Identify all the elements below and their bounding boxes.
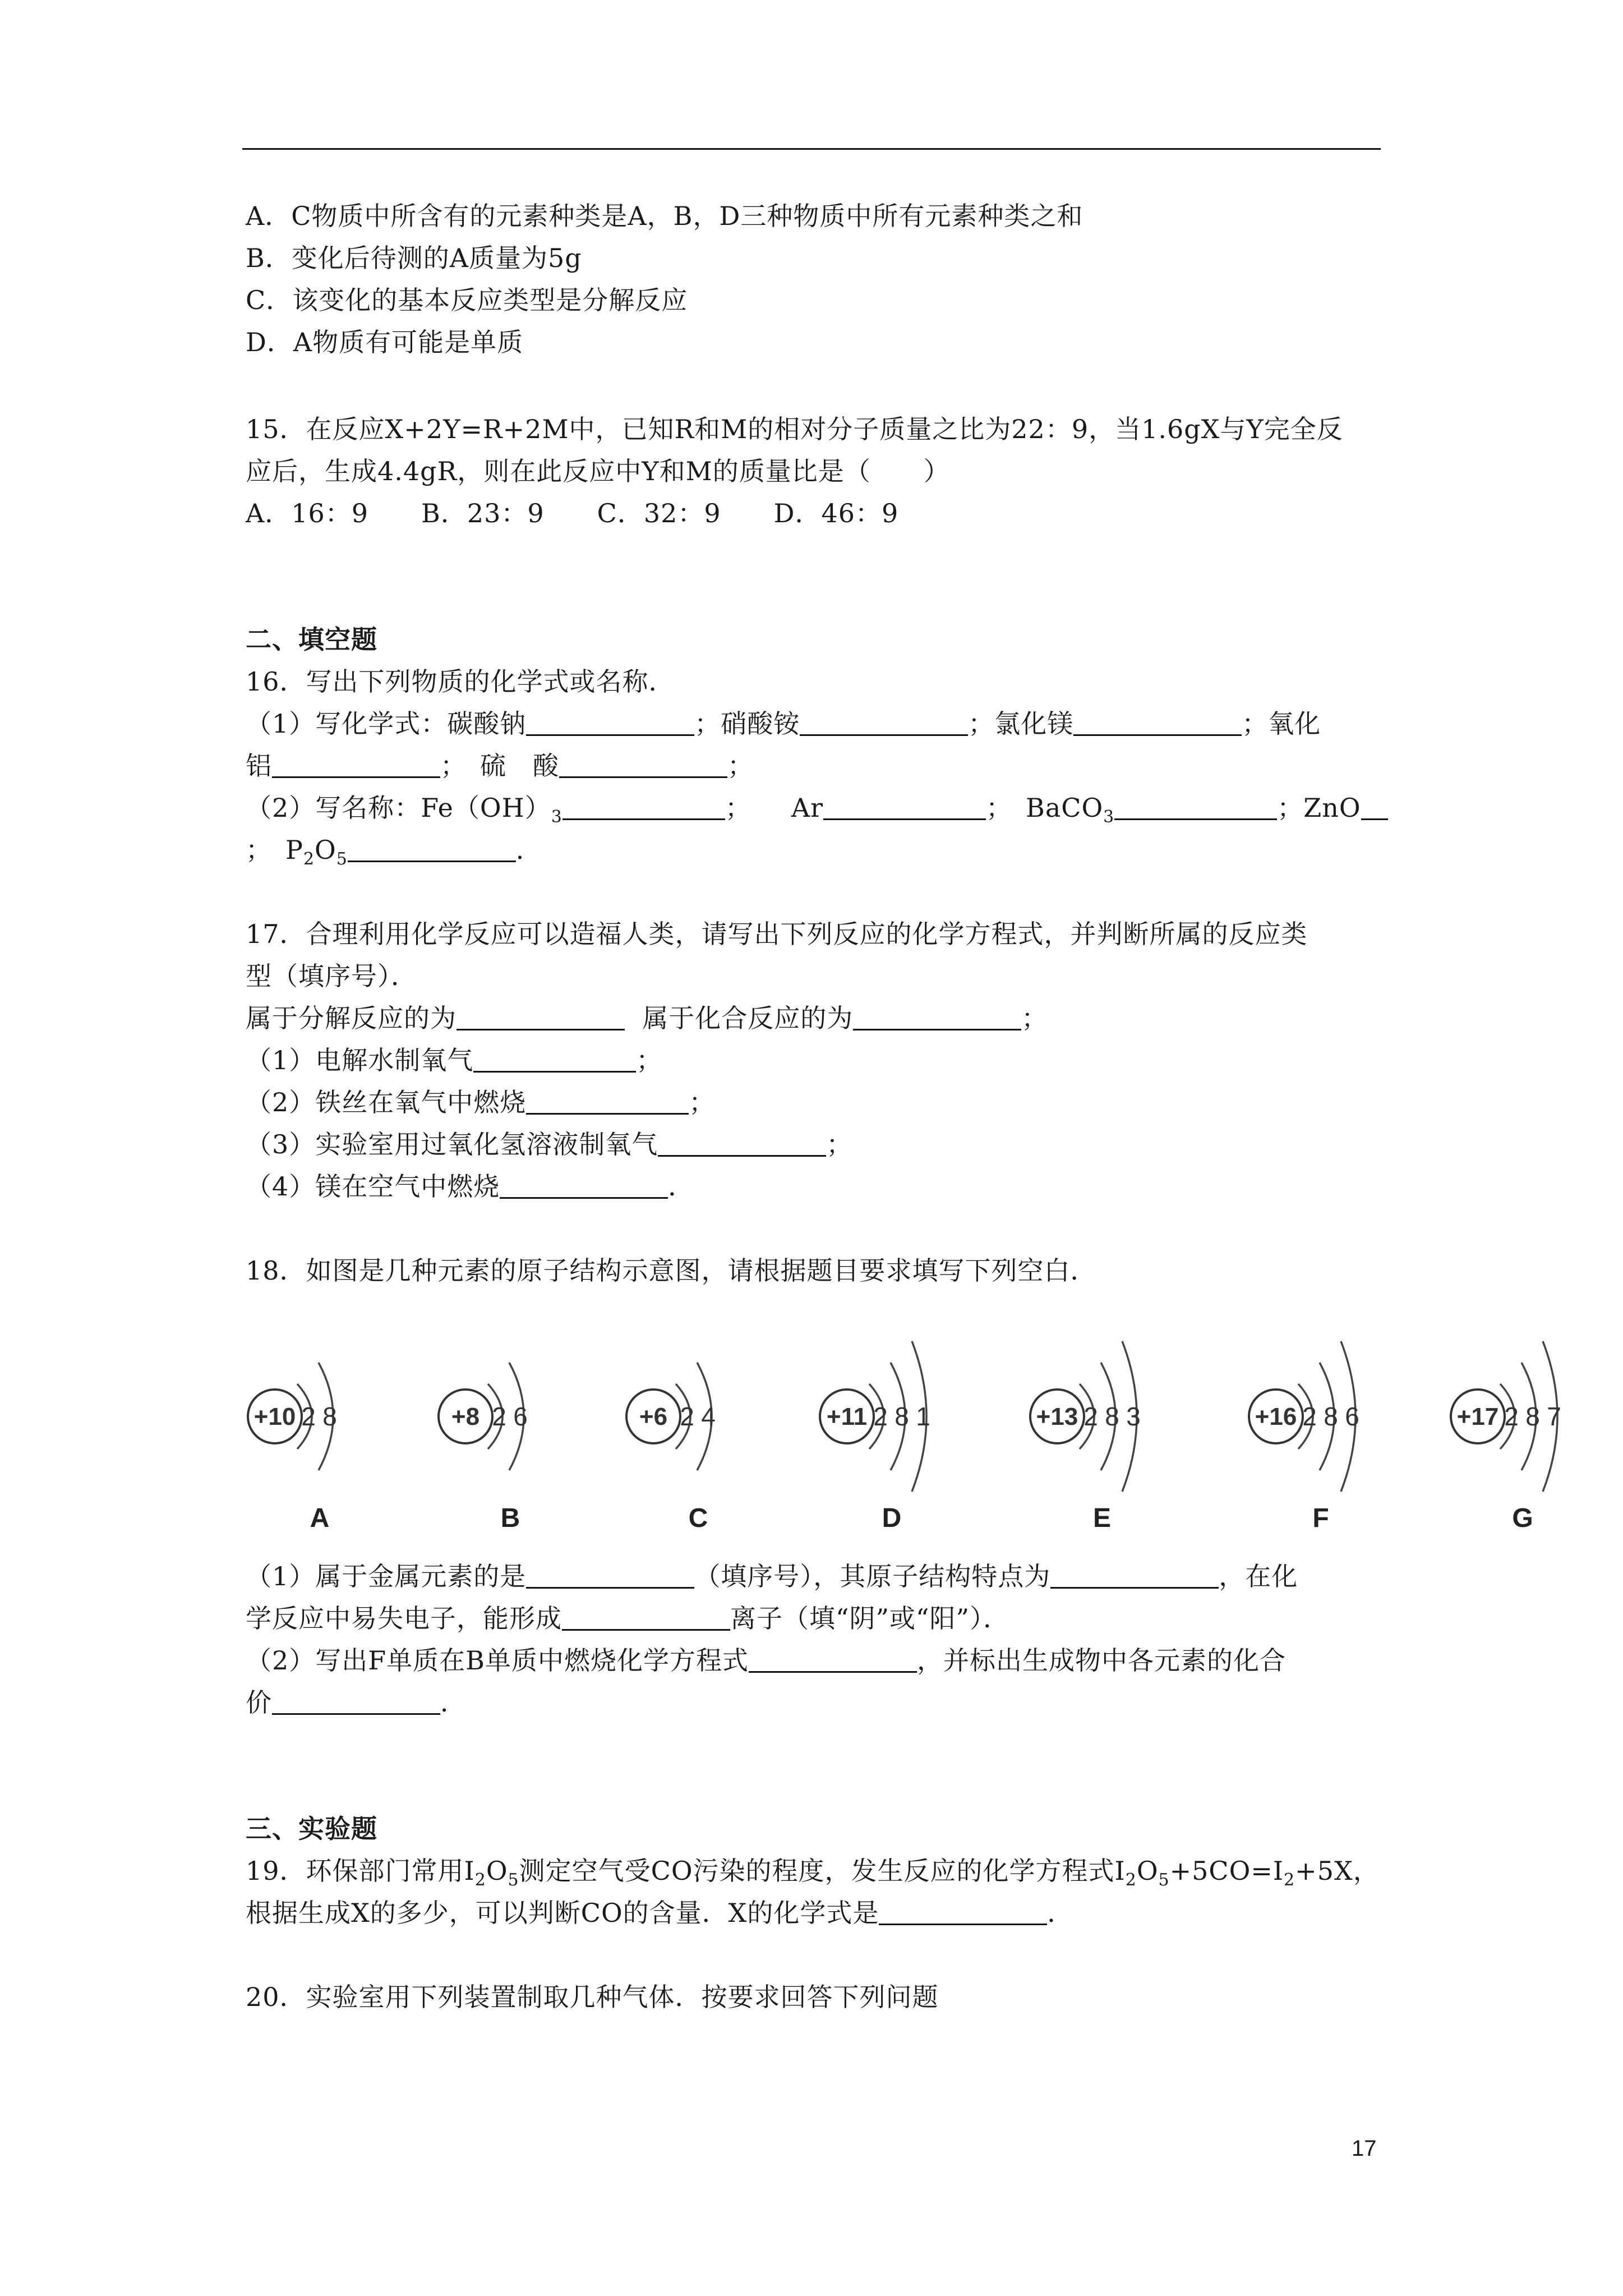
q15-line2: 应后，生成4.4gR，则在此反应中Y和M的质量比是（ ）	[246, 456, 950, 486]
q16-text: ．	[515, 835, 542, 865]
electron-count: 4	[701, 1402, 716, 1431]
q18-text: 学反应中易失电子，能形成	[246, 1603, 562, 1634]
nucleus-charge: +10	[253, 1403, 296, 1430]
q17-text: ；	[1021, 1003, 1048, 1033]
atom-c	[626, 1363, 716, 1533]
electron-count: 8	[895, 1402, 909, 1431]
atom-b	[439, 1363, 528, 1533]
q18-part2-line1	[246, 1644, 1286, 1677]
atom-label: A	[310, 1503, 330, 1533]
atom-a	[248, 1363, 337, 1533]
q14-option-a: A．C物质中所含有的元素种类是A，B，D三种物质中所有元素种类之和	[246, 201, 1083, 231]
nucleus-charge: +16	[1255, 1403, 1297, 1430]
atom-label: D	[882, 1503, 902, 1533]
q19-line2	[246, 1896, 1073, 1930]
q19-text: ．	[1047, 1898, 1074, 1928]
atom-label: G	[1512, 1503, 1533, 1533]
q18-text: ．	[440, 1687, 467, 1718]
nucleus-charge: +17	[1456, 1403, 1499, 1430]
q17-text: ．	[668, 1171, 695, 1202]
atom-label: E	[1092, 1503, 1112, 1533]
atom-g	[1451, 1341, 1561, 1533]
q16-text: ；ZnO	[1277, 793, 1361, 823]
q19-text: 根据生成X的多少，可以判断CO的含量．X的化学式是	[246, 1898, 879, 1928]
q17-text: 属于化合反应的为	[642, 1003, 854, 1033]
subscript: 2	[474, 1870, 486, 1890]
q16-text: ； P	[246, 835, 303, 865]
atom-label: B	[500, 1503, 520, 1533]
subscript: 5	[336, 849, 348, 869]
electron-count: 8	[1324, 1402, 1338, 1431]
answer-blank[interactable]	[562, 1603, 730, 1631]
page-number: 17	[1352, 2136, 1377, 2161]
q19-line1	[246, 1854, 1380, 1897]
q19-text: 测定空气受CO污染的程度，发生反应的化学方程式I	[519, 1856, 1126, 1886]
nucleus-charge: +8	[451, 1403, 480, 1430]
subscript: 2	[303, 849, 315, 869]
electron-count: 6	[513, 1402, 528, 1431]
q16-text: ；氯化镁	[968, 708, 1074, 739]
q18-part1-line1	[246, 1559, 1298, 1593]
atom-d	[820, 1341, 930, 1533]
q16-text: ； Ar	[725, 793, 824, 823]
subscript: 2	[1284, 1870, 1295, 1890]
q18-text: ，在化	[1219, 1561, 1298, 1591]
q17-text: ；	[826, 1129, 853, 1159]
q17-text: 属于分解反应的为	[246, 1003, 457, 1033]
electron-count: 1	[916, 1402, 930, 1431]
section-2-title: 二、填空题	[246, 624, 377, 655]
q15-line1: 15．在反应X+2Y=R+2M中，已知R和M的相对分子质量之比为22：9，当1.6gX与Y完全反	[246, 414, 1343, 444]
q18-intro: 18．如图是几种元素的原子结构示意图，请根据题目要求填写下列空白．	[246, 1255, 1097, 1286]
q17-text: ；	[636, 1045, 663, 1075]
q16-text: （1）写化学式：碳酸钠	[246, 708, 527, 739]
section-3-title: 三、实验题	[246, 1814, 377, 1844]
q17-text: （4）镁在空气中燃烧	[246, 1171, 500, 1202]
electron-count: 7	[1547, 1402, 1561, 1431]
electron-count: 2	[1302, 1402, 1317, 1431]
q16-text: O	[315, 835, 336, 865]
q19-text: +5CO=I	[1169, 1856, 1284, 1886]
q19-text: 19．环保部门常用I	[246, 1856, 475, 1886]
q16-intro: 16．写出下列物质的化学式或名称．	[246, 666, 675, 697]
q17-line2: 型（填序号）．	[246, 961, 417, 991]
q14-option-b: B．变化后待测的A质量为5g	[246, 243, 582, 273]
subscript: 3	[1103, 807, 1115, 827]
q14-option-c: C．该变化的基本反应类型是分解反应	[246, 285, 688, 315]
q14-option-d: D．A物质有可能是单质	[246, 327, 524, 357]
answer-blank[interactable]	[879, 1898, 1047, 1925]
electron-count: 2	[1504, 1402, 1519, 1431]
q17-line1: 17．合理利用化学反应可以造福人类，请写出下列反应的化学方程式，并判断所属的反应类	[246, 919, 1308, 949]
q19-text: O	[486, 1856, 508, 1886]
q18-text: 价	[246, 1687, 272, 1718]
subscript: 3	[551, 807, 562, 827]
subscript: 5	[1158, 1870, 1170, 1890]
q16-text: ； BaCO	[986, 793, 1104, 823]
q18-text: （2）写出F单质在B单质中燃烧化学方程式	[246, 1645, 749, 1676]
q15-options: A．16：9 B．23：9 C．32：9 D．46：9	[246, 498, 899, 528]
q17-text: （2）铁丝在氧气中燃烧	[246, 1087, 527, 1117]
electron-count: 2	[873, 1402, 888, 1431]
q17-text: ；	[689, 1087, 716, 1117]
answer-blank[interactable]	[749, 1645, 917, 1673]
q17-text: （1）电解水制氧气	[246, 1045, 474, 1075]
q18-text: 离子（填“阴”或“阳”）．	[730, 1603, 1010, 1634]
electron-count: 8	[1105, 1402, 1119, 1431]
electron-count: 2	[492, 1402, 506, 1431]
electron-count: 8	[1525, 1402, 1540, 1431]
q20-text: 20．实验室用下列装置制取几种气体．按要求回答下列问题	[246, 1982, 939, 2012]
subscript: 2	[1125, 1870, 1137, 1890]
electron-count: 2	[680, 1402, 694, 1431]
nucleus-charge: +11	[826, 1403, 868, 1430]
q17-text: （3）实验室用过氧化氢溶液制氧气	[246, 1129, 658, 1159]
electron-count: 2	[301, 1402, 316, 1431]
q16-text: ； 硫 酸	[440, 751, 559, 781]
q18-text: （填序号），其原子结构特点为	[694, 1561, 1051, 1591]
atom-label: F	[1312, 1503, 1329, 1533]
q16-text: ；硝酸铵	[694, 708, 800, 739]
answer-blank[interactable]	[272, 1687, 440, 1715]
q16-text: ；	[727, 751, 754, 781]
q19-text: O	[1136, 1856, 1159, 1886]
answer-blank[interactable]	[526, 1561, 694, 1589]
electron-count: 8	[322, 1402, 337, 1431]
q16-text: ；氧化	[1242, 708, 1321, 739]
subscript: 5	[508, 1870, 519, 1890]
q18-text: ，并标出生成物中各元素的化合	[917, 1645, 1286, 1676]
atom-label: C	[688, 1503, 708, 1533]
q18-part1-line2	[246, 1602, 1009, 1635]
nucleus-charge: +6	[639, 1403, 668, 1430]
q16-text: （2）写名称：Fe（OH）	[246, 793, 551, 823]
electron-count: 3	[1126, 1402, 1141, 1431]
atom-f	[1249, 1341, 1359, 1533]
answer-blank[interactable]	[1050, 1561, 1219, 1589]
electron-count: 6	[1345, 1402, 1359, 1431]
q16-text: 铝	[246, 751, 272, 781]
q18-part2-line2	[246, 1686, 467, 1719]
q19-text: +5X，	[1295, 1856, 1380, 1886]
electron-count: 2	[1083, 1402, 1098, 1431]
nucleus-charge: +13	[1036, 1403, 1078, 1430]
q18-text: （1）属于金属元素的是	[246, 1561, 527, 1591]
atom-e	[1030, 1341, 1141, 1533]
